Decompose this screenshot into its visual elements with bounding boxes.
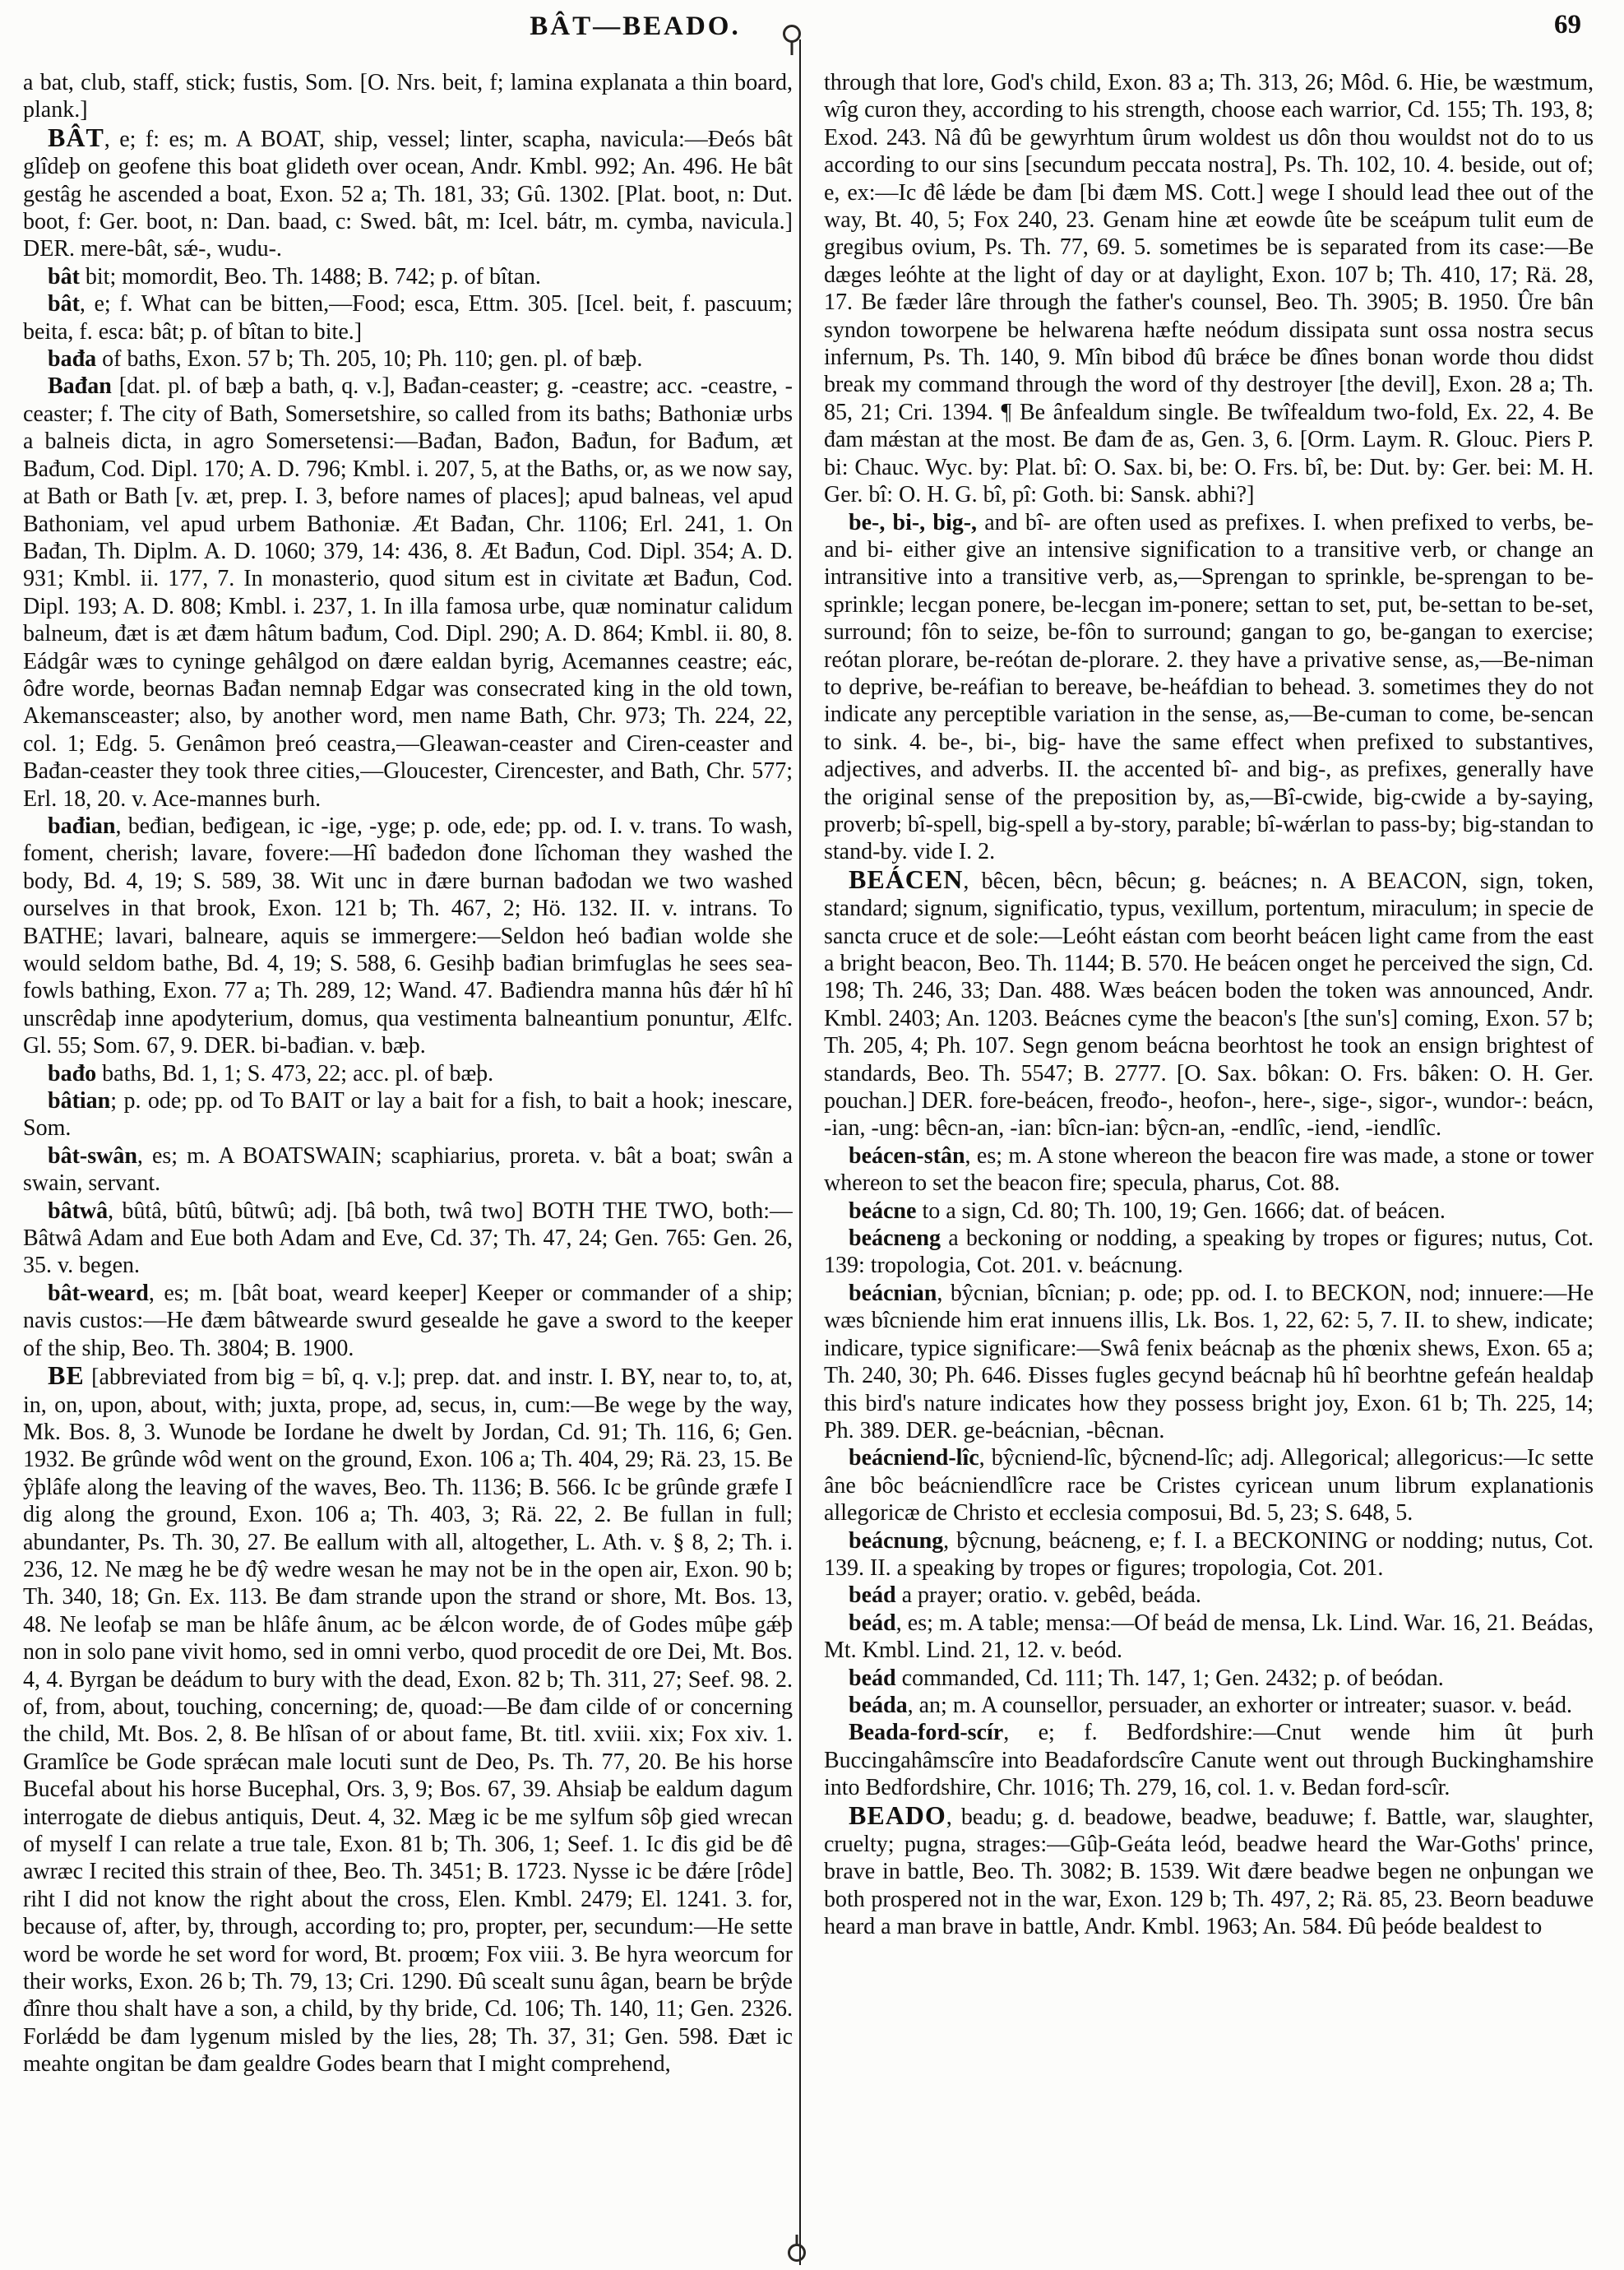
entry-headword: beád: [849, 1610, 896, 1636]
ink-mark-top: [783, 25, 801, 43]
dictionary-entry: [824, 866, 1594, 1142]
entry-headword: bât: [48, 291, 80, 317]
dictionary-entry: [824, 1142, 1594, 1198]
page-number: 69: [1554, 10, 1581, 39]
entry-headword: bâtwâ: [48, 1198, 109, 1224]
dictionary-entry: [23, 373, 793, 813]
entry-headword: bađo: [48, 1060, 97, 1086]
entry-headword: BEÁCEN: [849, 864, 964, 894]
entry-text: , es; m. A BOATSWAIN; scaphiarius, proreta. v. bât a boat; swân a swain, servant.: [23, 1142, 793, 1197]
entry-headword: bađian: [48, 813, 116, 839]
entry-text: , e; f. What can be bitten,—Food; esca, Ettm. 305. [Icel. beit, f. pascuum; beita, f. esca: bât; p. of bîtan to bite.]: [23, 291, 793, 345]
entry-text: , bŷcnung, beácneng, e; f. I. a BECKONING or nodding; nutus, Cot. 139. II. a speaking by tropes or figures; tropologia, Cot. 201.: [824, 1527, 1594, 1581]
entry-text: to a sign, Cd. 80; Th. 100, 19; Gen. 1666; dat. of beácen.: [916, 1198, 1446, 1224]
entry-headword: bađa: [48, 346, 97, 373]
entry-headword: beácen-stân: [849, 1142, 965, 1169]
entry-text: and bî- are often used as prefixes. I. when prefixed to verbs, be- and bi- either give an intensive signification to a transitive verb, or change an intransitive into a transitive verb, as,—Sprengan to sprinkle, be-sprengan to be-sprinkle; lecgan ponere, be-lecgan im-ponere; settan to set, put, be-settan to be-set, surround; fôn to seize, be-fôn to surround; gangan to go, be-gangan to exercise; reótan plorare, be-reótan de-plorare. 2. they have a privative sense, as,—Be-niman to deprive, be-reáfian to bereave, be-heáfdian to behead. 3. sometimes they do not indicate any perceptible variation in the sense, as,—Be-cuman to come, be-sencan to sink. 4. be-, bi-, big- have the same effect when prefixed to substantives, adjectives, and adverbs. II. the accented bî- and big-, as prefixes, generally have the original sense of the preposition by, as,—Bî-cwide, big-cwide a by-saying, proverb; bî-spell, big-spell a by-story, parable; bî-wǽrlan to pass-by; big-standan to stand-by. vide I. 2.: [824, 509, 1594, 865]
dictionary-entry: [824, 1225, 1594, 1280]
right-column: [824, 69, 1594, 2263]
dictionary-entry: [824, 1719, 1594, 1801]
dictionary-entry: [23, 124, 793, 263]
entry-headword: be-, bi-, big-,: [849, 509, 978, 535]
entry-text: ; p. ode; pp. od To BAIT or lay a bait for a fish, to bait a hook; inescare, Som.: [23, 1088, 793, 1142]
entry-text: bit; momordit, Beo. Th. 1488; B. 742; p. of bîtan.: [79, 263, 541, 290]
entry-headword: BÂT: [48, 122, 104, 152]
dictionary-entry: [23, 1280, 793, 1362]
dictionary-entry: [824, 1665, 1594, 1692]
entry-text: commanded, Cd. 111; Th. 147, 1; Gen. 2432; p. of beódan.: [895, 1665, 1444, 1691]
entry-headword: bât: [48, 263, 80, 290]
dictionary-entry: [23, 345, 793, 373]
dictionary-entry: [824, 1198, 1594, 1225]
entry-text: , bŷcnian, bîcnian; p. ode; pp. od. I. to BECKON, nod; innuere:—He wæs bîcniende him erat innuens illis, Lk. Bos. 1, 22, 62: 5, 7. II. to shew, indicate; indicare, typice significare:—Swâ fenix beácnaþ as the phœnix shews, Exon. 65 a; Th. 240, 30; Ph. 646. Đisses fugles gecynd beácnaþ hû hî beorhtne gefeán healdaþ this bird's nature indicates how they possess bright joy, Exon. 61 b; Th. 225, 14; Ph. 389. DER. ge-beácnian, -bêcnan.: [824, 1280, 1594, 1443]
dictionary-entry: [23, 1142, 793, 1198]
dictionary-entry: [23, 263, 793, 290]
entry-text: , e; f: es; m. A BOAT, ship, vessel; linter, scapha, navicula:—Đeós bât glîdeþ on geofene this boat glideth over ocean, Andr. Kmbl. 992; An. 496. He bât gestâg he ascended a boat, Exon. 52 a; Th. 181, 33; Gû. 1302. [Plat. boot, n: Dut. boot, f: Ger. boot, n: Dan. baad, c: Swed. bât, m: Icel. bátr, m. cymba, navicula.] DER. mere-bât, sǽ-, wudu-.: [23, 126, 793, 262]
entry-text: a bat, club, staff, stick; fustis, Som. [O. Nrs. beit, f; lamina explanata a thin board, plank.]: [23, 70, 793, 123]
dictionary-entry: [23, 1087, 793, 1142]
dictionary-entry: [824, 1444, 1594, 1526]
entry-headword: BE: [48, 1360, 85, 1391]
dictionary-entry: [824, 1582, 1594, 1609]
entry-text: , bêcen, bêcn, bêcun; g. beácnes; n. A BEACON, sign, token, standard; signum, significatio, typus, vexillum, portentum, miraculum; in specie de sancta cruce et de sole:—Leóht eástan com beorht beácen light came from the east a bright beacon, Beo. Th. 1144; B. 570. He beácen onget he perceived the sign, Cd. 198; Th. 246, 33; Dan. 488. Wæs beácen boden the token was announced, Andr. Kmbl. 2403; An. 1203. Beácnes cyme the beacon's [the sun's] coming, Exon. 57 b; Th. 205, 4; Ph. 107. Segn genom beácna beorhtost he took an ensign brightest of standards, Beo. Th. 5547; B. 2777. [O. Sax. bôkan: O. Frs. bâken: O. H. Ger. pouchan.] DER. fore-beácen, freođo-, heofon-, here-, sige-, sigor-, wundor-: beácn, -ian, -ung: bêcn-an, -ian: bîcn-ian: bŷcn-an, -endlîc, -iend, -iendlîc.: [824, 868, 1594, 1142]
left-column: [23, 69, 793, 2263]
entry-text: , bŷcniend-lîc, bŷcnend-lîc; adj. Allegorical; allegoricus:—Ic sette âne bôc beácniendlîcre race be Cristes cyricean unum librum explanationis allegoricæ de Christo et ecclesia composui, Bd. 5, 23; S. 648, 5.: [824, 1445, 1594, 1526]
entry-headword: bâtian: [48, 1088, 111, 1114]
dictionary-entry: [23, 1198, 793, 1280]
dictionary-entry: [23, 1362, 793, 2078]
entry-headword: beáda: [849, 1692, 908, 1718]
dictionary-entry: [23, 813, 793, 1060]
entry-text: [dat. pl. of bæþ a bath, q. v.], Bađan-ceaster; g. -ceastre; acc. -ceastre, -ceaster; f. The city of Bath, Somersetshire, so called from its baths; Bathoniæ urbs a balneis dicta, in agro Somersetensi:—Bađan, Bađon, Bađun, for Bađum, æt Bađum, Cod. Dipl. 170; A. D. 796; Kmbl. i. 207, 5, at the Baths, or, as we now say, at Bath or Bath [v. æt, prep. I. 3, before names of places]; apud balneas, vel apud Bathoniam, vel apud urbem Bathoniæ. Æt Bađan, Chr. 1106; Erl. 241, 1. On Bađan, Th. Diplm. A. D. 1060; 379, 14: 436, 8. Æt Bađun, Cod. Dipl. 354; A. D. 931; Kmbl. ii. 177, 7. In monasterio, quod situm est in civitate æt Bađun, Cod. Dipl. 193; A. D. 808; Kmbl. i. 237, 1. In illa famosa urbe, quæ nominatur calidum balneum, đæt is æt đæm hâtum bađum, Cod. Dipl. 290; A. D. 864; Kmbl. ii. 80, 8. Eádgâr wæs to cyninge gehâlgod on đære ealdan byrig, Acemannes ceastre; eác, ôđre worde, beornas Bađan nemnaþ Edgar was consecrated king in the old town, Akemansceaster; also, by another word, men name Bath, Chr. 973; Th. 224, 22, col. 1; Edg. 5. Genâmon þreó ceastra,—Gleawan-ceaster and Ciren-ceaster and Bađan-ceaster they took three cities,—Gloucester, Cirencester, and Bath, Chr. 577; Erl. 18, 20. v. Ace-mannes burh.: [23, 373, 793, 812]
page-title: BÂT—BEADO.: [530, 12, 741, 41]
entry-headword: beácniend-lîc: [849, 1445, 979, 1471]
dictionary-entry: [824, 509, 1594, 866]
entry-text: , e; f. Bedfordshire:—Cnut wende him ût þurh Buccingahâmscîre into Beadafordscîre Canute went out through Buckinghamshire into Bedfordshire, Chr. 1016; Th. 279, 16, col. 1. v. Bedan ford-scîr.: [824, 1720, 1594, 1801]
entry-text: , es; m. [bât boat, weard keeper] Keeper or commander of a ship; navis custos:—He đæm bâtwearde swurd gesealde he gave a sword to the keeper of the ship, Beo. Th. 3804; B. 1900.: [23, 1280, 793, 1361]
dictionary-entry: [824, 69, 1594, 509]
entry-headword: bât-weard: [48, 1280, 149, 1306]
entry-text: , beđian, beđigean, ic -ige, -yge; p. ode, ede; pp. od. I. v. trans. To wash, foment, cherish; lavare, fovere:—Hî bađedon đone lîchoman they washed the body, Bd. 4, 19; S. 589, 38. Wit unc in đære burnan bađodan we two washed ourselves in that brook, Exon. 121 b; Th. 467, 2; Hö. 132. II. v. intrans. To BATHE; lavari, balneare, aquis se immergere:—Seldon heó bađian wolde she would seldom bathe, Bd. 4, 19; S. 588, 6. Gesihþ bađian brimfuglas he sees sea-fowls bathing, Exon. 77 a; Th. 289, 12; Wand. 47. Bađiendra manna hûs đǽr hî hî unscrêdaþ inne apodyterium, domus, qua vestimenta balneantium ponuntur, Ælfc. Gl. 55; Som. 67, 9. DER. bi-bađian. v. bæþ.: [23, 813, 793, 1059]
dictionary-entry: [824, 1802, 1594, 1941]
entry-text: baths, Bd. 1, 1; S. 473, 22; acc. pl. of bæþ.: [96, 1060, 494, 1086]
entry-text: of baths, Exon. 57 b; Th. 205, 10; Ph. 110; gen. pl. of bæþ.: [96, 346, 643, 373]
entry-text: a prayer; oratio. v. gebêd, beáda.: [895, 1582, 1201, 1609]
entry-text: , beadu; g. d. beadowe, beadwe, beaduwe; f. Battle, war, slaughter, cruelty; pugna, strages:—Gûþ-Geáta leód, beadwe heard the War-Goths' prince, brave in battle, Beo. Th. 3082; B. 1539. Wit đære beadwe begen ne onþungan we both prospered not in the war, Exon. 129 b; Th. 497, 2; Rä. 85, 23. Beorn beaduwe heard a man brave in battle, Andr. Kmbl. 1963; An. 584. Đû þeóde bealdest to: [824, 1804, 1594, 1940]
entry-headword: beácneng: [849, 1225, 941, 1252]
entry-headword: bât-swân: [48, 1142, 137, 1169]
dictionary-entry: [824, 1280, 1594, 1444]
entry-text: , bûtâ, bûtû, bûtwû; adj. [bâ both, twâ two] BOTH THE TWO, both:—Bâtwâ Adam and Eue both Adam and Eve, Cd. 37; Th. 47, 24; Gen. 765: Gen. 26, 35. v. begen.: [23, 1198, 793, 1279]
entry-headword: beácnung: [849, 1527, 944, 1554]
dictionary-entry: [23, 69, 793, 124]
column-divider-rule: [799, 39, 801, 2265]
dictionary-entry: [23, 1060, 793, 1087]
entry-headword: Beada-ford-scír: [849, 1720, 1004, 1746]
entry-headword: beád: [849, 1582, 896, 1609]
entry-headword: beácne: [849, 1198, 917, 1224]
running-head: [0, 12, 1270, 42]
entry-text: , an; m. A counsellor, persuader, an exhorter or intreater; suasor. v. beád.: [907, 1692, 1573, 1718]
dictionary-entry: [824, 1692, 1594, 1719]
entry-text: , es; m. A stone whereon the beacon fire was made, a stone or tower whereon to set the beacon fire; specula, pharus, Cot. 88.: [824, 1142, 1594, 1197]
entry-text: , es; m. A table; mensa:—Of beád de mensa, Lk. Lind. War. 16, 21. Beádas, Mt. Kmbl. Lind. 21, 12. v. beód.: [824, 1610, 1594, 1664]
dictionary-entry: [824, 1527, 1594, 1582]
entry-headword: beácnian: [849, 1280, 937, 1306]
dictionary-entry: [23, 290, 793, 345]
entry-headword: BEADO: [849, 1800, 946, 1830]
entry-text: [abbreviated from big = bî, q. v.]; prep. dat. and instr. I. BY, near to, to, at, in, on, upon, about, with; juxta, prope, ad, secus, in, cum:—Be wege by the way, Mk. Bos. 8, 3. Wunode be Iordane he dwelt by Jordan, Cd. 91; Th. 116, 6; Gen. 1932. Be grûnde wôd went on the ground, Exon. 106 a; Th. 404, 29; Rä. 23, 15. Be ŷþlâfe along the leaving of the waves, Beo. Th. 1136; B. 566. Ic be grûnde græfe I dig along the ground, Exon. 106 a; Th. 403, 3; Rä. 22, 2. Be fullan in full; abundanter, Ps. Th. 30, 27. Be eallum with all, altogether, L. Ath. v. § 8, 2; Th. i. 236, 12. Ne mæg he be đŷ wedre wesan he may not be in the open air, Exon. 90 b; Th. 340, 18; Gn. Ex. 113. Be đam strande upon the strand or shore, Mt. Bos. 13, 48. Ne leofaþ se man be hlâfe ânum, ac be ǽlcon worde, đe of Godes mûþe gǽþ non in solo pane vivit homo, sed in omni verbo, quod procedit de ore Dei, Mt. Bos. 4, 4. Byrgan be deádum to bury with the dead, Exon. 82 b; Th. 311, 27; Seef. 98. 2. of, from, about, touching, concerning; de, quoad:—Be đam cilde of or concerning the child, Mt. Bos. 2, 8. Be hlîsan of or about fame, Bt. titl. xviii. xix; Fox xiv. 1. Gramlîce be Gode sprǽcan male locuti sunt de Deo, Ps. Th. 77, 20. Be his horse Bucefal about his horse Bucephal, Ors. 3, 9; Bos. 67, 39. Ahsiaþ be ealdum dagum interrogate de diebus antiquis, Deut. 4, 32. Mæg ic be me sylfum sôþ gied wrecan of myself I can relate a true tale, Exon. 81 b; Th. 306, 1; Seef. 1. Ic đis gid be đê awræc I recited this strain of thee, Beo. Th. 3451; B. 1723. Nysse ic be đǽre [rôde] riht I did not know the right about the cross, Elen. Kmbl. 2479; El. 1241. 3. for, because of, after, by, through, according to; pro, propter, per, secundum:—He sette word be worde he set word for word, Bt. proœm; Fox viii. 3. Be hyra weorcum for their works, Exon. 26 b; Th. 79, 13; Cri. 1290. Đû scealt sunu âgan, bearn be brŷde đînre thou shalt have a son, a child, by thy bride, Cd. 106; Th. 140, 11; Gen. 2326. Forlǽdd be đam lygenum misled by the lies, 28; Th. 37, 31; Gen. 598. Đæt ic meahte ongitan be đam gealdre Godes bearn that I might comprehend,: [23, 1364, 793, 2078]
entry-headword: Bađan: [48, 373, 112, 400]
entry-headword: beád: [849, 1665, 896, 1691]
dictionary-entry: [824, 1610, 1594, 1665]
entry-text: a beckoning or nodding, a speaking by tropes or figures; nutus, Cot. 139: tropologia, Cot. 201. v. beácnung.: [824, 1225, 1594, 1279]
entry-text: through that lore, God's child, Exon. 83 a; Th. 313, 26; Môd. 6. Hie, be wæstmum, wîg curon they, according to his strength, choose each warrior, Cd. 155; Th. 193, 8; Exod. 243. Nâ đû be gewyrhtum ûrum woldest us dôn thou wouldst not do to us according to our sins [secundum peccata nostra], Ps. Th. 102, 10. 4. beside, out of; e, ex:—Ic đê lǽde be đam [bi đæm MS. Cott.] wege I should lead thee out of the way, Bt. 40, 5; Fox 240, 23. Genam hine æt eowde ûte be sceápum tulit eum de gregibus ovium, Ps. Th. 77, 69. 5. sometimes be is separated from its case:—Be dæges leóhte at the light of day or at daylight, Exon. 107 b; Th. 410, 17; Rä. 28, 17. Be fæder lâre through the father's counsel, Beo. Th. 3905; B. 1950. Ûre bân syndon toworpene be helwarena hæfte neódum dissipata sunt ossa nostra secus infernum, Ps. Th. 140, 9. Mîn bibod đû brǽce be đînes bonan worde thou didst break my command through the word of thy destroyer [the devil], Exon. 28 a; Th. 85, 21; Cri. 1394. ¶ Be ânfealdum single. Be twîfealdum two-fold, Ex. 22, 4. Be đam mǽstan at the most. Be đam đe as, Gen. 3, 6. [Orm. Laym. R. Glouc. Piers P. bi: Chauc. Wyc. by: Plat. bî: O. Sax. bi, be: O. Frs. bî, be: Dut. by: Ger. bei: M. H. Ger. bî: O. H. G. bî, pî: Goth. bi: Sansk. abhi?]: [824, 70, 1594, 508]
